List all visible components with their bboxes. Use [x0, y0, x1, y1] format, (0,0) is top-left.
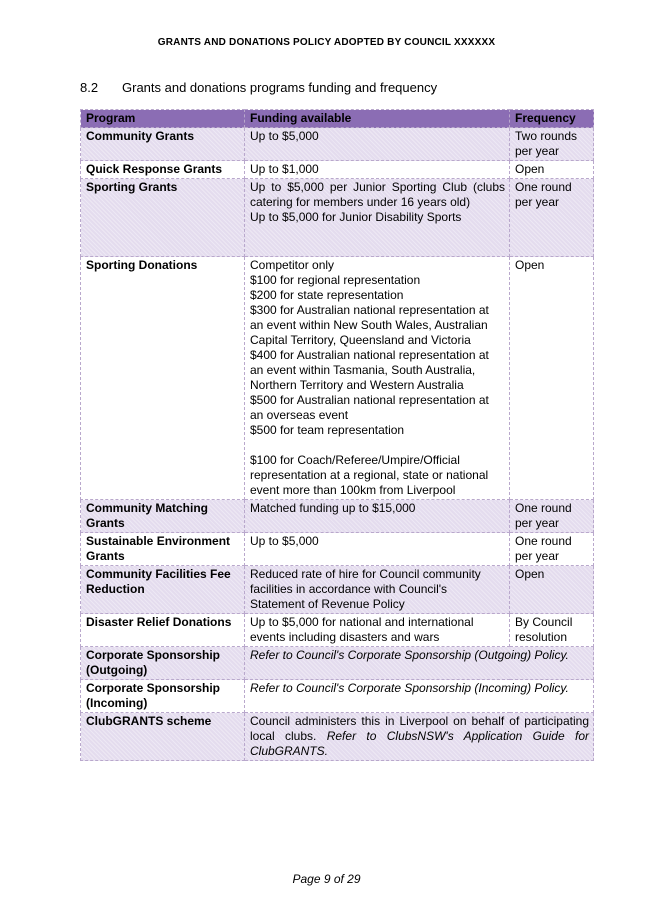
funding-line: $500 for team representation: [250, 423, 405, 437]
header-funding: Funding available: [245, 110, 510, 128]
frequency-cell: By Council resolution: [510, 614, 594, 647]
frequency-cell: Two rounds per year: [510, 128, 594, 161]
table-row: [81, 680, 594, 713]
table-row: [81, 533, 594, 566]
program-cell: Quick Response Grants: [81, 161, 245, 179]
funding-cell: Matched funding up to $15,000: [245, 500, 510, 533]
program-cell: Sporting Donations: [81, 257, 245, 500]
funding-line: $300 for Australian national representation at an event within New South Wales, Australian Capital Territory, Queensland and Victoria: [250, 303, 489, 347]
grants-funding-table: [80, 109, 594, 761]
table-row: [81, 566, 594, 614]
table-header-row: [81, 110, 594, 128]
table-row: [81, 614, 594, 647]
funding-line: $200 for state representation: [250, 288, 404, 302]
section-number: 8.2: [80, 80, 99, 95]
funding-cell: [245, 713, 594, 761]
frequency-cell: One round per year: [510, 179, 594, 257]
program-cell: Corporate Sponsorship (Incoming): [81, 680, 245, 713]
funding-text: Council administers this in Liverpool on behalf of participating local clubs.: [250, 714, 589, 743]
funding-cell: Refer to Council's Corporate Sponsorship (Incoming) Policy.: [245, 680, 594, 713]
funding-cell: [245, 179, 510, 257]
program-cell: Community Grants: [81, 128, 245, 161]
table-row: [81, 647, 594, 680]
table-row: [81, 179, 594, 257]
table-row: [81, 161, 594, 179]
frequency-cell: One round per year: [510, 500, 594, 533]
page-footer: Page 9 of 29: [292, 872, 361, 886]
table-row: [81, 128, 594, 161]
frequency-cell: Open: [510, 161, 594, 179]
program-cell: ClubGRANTS scheme: [81, 713, 245, 761]
program-cell: Sustainable Environment Grants: [81, 533, 245, 566]
funding-line: Competitor only: [250, 258, 335, 272]
funding-cell: Up to $1,000: [245, 161, 510, 179]
table-row: [81, 500, 594, 533]
frequency-cell: Open: [510, 257, 594, 500]
funding-cell: Reduced rate of hire for Council community facilities in accordance with Council's Statement of Revenue Policy: [245, 566, 510, 614]
program-cell: Community Facilities Fee Reduction: [81, 566, 245, 614]
funding-reference: Refer to ClubsNSW's Application Guide for ClubGRANTS.: [250, 729, 589, 758]
table-row: [81, 713, 594, 761]
funding-cell: Up to $5,000: [245, 533, 510, 566]
frequency-cell: Open: [510, 566, 594, 614]
funding-line: $100 for regional representation: [250, 273, 421, 287]
program-cell: Community Matching Grants: [81, 500, 245, 533]
section-title: Grants and donations programs funding and frequency: [122, 80, 438, 95]
funding-cell: Up to $5,000 for national and international events including disasters and wars: [245, 614, 510, 647]
funding-cell: Refer to Council's Corporate Sponsorship (Outgoing) Policy.: [245, 647, 594, 680]
funding-line: $500 for Australian national representation at an overseas event: [250, 393, 489, 422]
funding-cell: Up to $5,000: [245, 128, 510, 161]
funding-line: Up to $5,000 per Junior Sporting Club (clubs catering for members under 16 years old): [250, 180, 505, 209]
program-cell: Disaster Relief Donations: [81, 614, 245, 647]
funding-cell: [245, 257, 510, 500]
table-row: [81, 257, 594, 500]
frequency-cell: One round per year: [510, 533, 594, 566]
funding-line: $100 for Coach/Referee/Umpire/Official representation at a regional, state or national event more than 100km from Liverpool: [250, 453, 489, 497]
program-cell: Sporting Grants: [81, 179, 245, 257]
funding-line: Up to $5,000 for Junior Disability Sports: [250, 210, 462, 224]
page-header: GRANTS AND DONATIONS POLICY ADOPTED BY COUNCIL XXXXXX: [157, 37, 496, 48]
header-program: Program: [81, 110, 245, 128]
program-cell: Corporate Sponsorship (Outgoing): [81, 647, 245, 680]
header-frequency: Frequency: [510, 110, 594, 128]
funding-line: $400 for Australian national representation at an event within Tasmania, South Australia, Northern Territory and Western Australia: [250, 348, 489, 392]
spacer: [250, 438, 497, 453]
section-heading: [80, 80, 437, 95]
